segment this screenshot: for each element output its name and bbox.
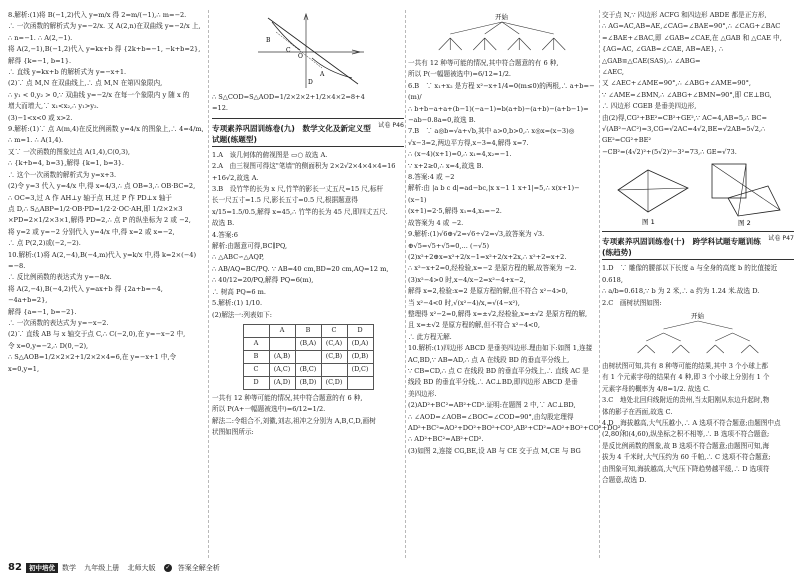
answer-line: −CB²=(4√2)²+(5√2)²−3²=73,∴ GE=√73. xyxy=(602,147,737,156)
table-cell xyxy=(295,350,321,363)
figure-1-label: 图 1 xyxy=(642,218,655,227)
tree-branch xyxy=(715,345,724,353)
answer-line: 增大而增大,∵ x₁<x₂,∴ y₁>y₂. xyxy=(8,102,99,111)
answer-line: (3)如图 2,连接 CG,BE,设 AB 与 CE 交于点 M,CE 与 BG xyxy=(408,446,581,455)
answer-line: ∴ S△AOB=1/2×2×2+1/2×2×4=6,在 y=−x+1 中,令 x=0,y=1, xyxy=(8,353,177,373)
answer-line: ∴ 这个一次函数的解析式为 y=x+3. xyxy=(8,170,117,179)
tree-branch xyxy=(473,38,485,50)
tree-branch xyxy=(664,321,699,329)
answer-line: 美四边形. xyxy=(408,389,437,398)
svg-text:B: B xyxy=(266,37,271,44)
page-footer xyxy=(0,561,800,575)
tree-branch xyxy=(672,345,681,353)
answer-line: 令 x=0,y=−2,∴ D(0,−2), xyxy=(8,341,89,350)
tree-branch xyxy=(485,38,497,50)
section-banner-10 xyxy=(602,231,794,260)
table-cell: (A,C) xyxy=(269,363,295,376)
answer-line: (2)∵ 直线 AB 与 x 轴交于点 C,∴ C(−2,0),在 y=−x−2 中, xyxy=(8,330,186,339)
answer-line: 8.解析:(1)将 B(−1,2)代入 y=m/x 得 2=m/(−1),∴ m=−2. xyxy=(8,11,187,19)
table-header-cell: C xyxy=(321,324,347,337)
answer-line: 所以 P(A+一幅题被选中)=6/12=1/2. xyxy=(212,405,326,414)
tree-branch xyxy=(542,38,554,50)
answer-line: ∴ AB/AQ=BC/PQ. ∵ AB=40 cm,BD=20 cm,AQ=12 m, xyxy=(212,264,389,273)
table-cell xyxy=(269,337,295,350)
answer-line: ∴ {k+b=4, b=3},解得 {k=1, b=3}. xyxy=(8,159,124,168)
tree-branch xyxy=(741,345,750,353)
table-header-cell xyxy=(243,324,269,337)
answer-line: ∴ 一次函数的解析式为 y=−2/x. 又 A(2,n)在双曲线 y=−2/x 上, xyxy=(8,22,201,31)
page-reference: 试卷 P47 xyxy=(768,235,794,243)
answer-line: √x−3=2,两边平方得,x−3=4,解得 x=7. xyxy=(408,138,529,147)
answer-line: 交于点 N,∵ 四边形 ACFG 和四边形 ABDE 都是正方形, xyxy=(602,11,767,19)
answer-line: 由树状图可知,共有 8 种等可能的结果,其中 3 个小球上都 xyxy=(602,361,769,370)
answer-line: 10.解析:(1)四边形 ABCD 是垂美四边形.理由如下:如图 1,连接 xyxy=(408,344,593,353)
tree-start-label: 开始 xyxy=(691,311,704,320)
answer-line: 0.618, xyxy=(602,275,623,284)
answer-line: ×PD=2×1/2×3×1,解得 PD=2,∴ 点 P 的纵坐标为 2 或 −2, xyxy=(8,216,191,225)
answer-line: 将 y=2 或 y=−2 分别代入 y=4/x 中,得 x=2 或 x=−2, xyxy=(8,227,175,236)
table-header-cell: B xyxy=(295,324,321,337)
table-cell: C xyxy=(243,363,269,376)
answer-line: 6.B ∵ x₁+x₂ 是方程 x²−x+1/4=0(m≤0)的两根,∴ a+b=−(m)/ xyxy=(408,81,595,102)
geometry-figures xyxy=(608,160,788,228)
answer-line: 2.C 画树状图如图: xyxy=(602,298,662,307)
tree-branch xyxy=(698,321,733,329)
answer-line: {AG=AC, ∠GAB=∠CAE, AB=AE}, ∴ △GAB≌△CAE(SAS),∴ ∠ABG= xyxy=(602,45,724,65)
tree-branch xyxy=(664,333,681,341)
answer-line: ∴ 点 P(2,2)或(−2,−2). xyxy=(8,239,81,248)
answer-column-4 xyxy=(602,10,794,558)
table-header-cell: A xyxy=(269,324,295,337)
answer-line: ∴ b+b−a+a+(b−1)(−a−1)=b(a+b)−(a+b)−(a+b−1)= xyxy=(408,104,589,113)
answer-line: 是反比例函数的图象,故 B 选项不符合题意;由题图可知,海 xyxy=(602,441,770,450)
answer-line: 10.解析:(1)将 A(2,−4),B(−4,m)代入 y=k/x 中,得 k=2×(−4) xyxy=(8,250,197,259)
answer-line: ∴ 40/12=20/PQ,解得 PQ=6(m), xyxy=(212,276,314,285)
table-cell xyxy=(347,376,373,389)
table-row xyxy=(243,376,373,389)
answer-line: 3.C 地处北回归线附近的贵州,当太阳刚从东边升起时,物 xyxy=(602,396,770,405)
tree-branch xyxy=(450,22,502,34)
answer-line: (2)AD²+BC²=AB²+CD².证明:在题图 2 中,∵ AC⊥BD, xyxy=(408,401,576,410)
brand-logo: 初中培优 xyxy=(26,563,58,573)
answer-line: (3)x²−4>0 时,x−4/x−2=x²−4+x−2, xyxy=(408,275,526,284)
answer-icon: ✓ xyxy=(165,564,171,571)
answer-line: 点 D,∴ S△ABP=1/2·OB·PD=1/2·2·OC·AH,即 1/2×2×3 xyxy=(8,204,183,213)
answer-line: 9.解析:(1)√6⊕√2=√6÷√2=√3,故答案为 √3. xyxy=(408,230,545,239)
answer-line: (2)令 y=3 代入 y=4/x 中,得 x=4/3,∴ 点 OB=3,∴ OB·BC=2, xyxy=(8,182,196,191)
tree-branch xyxy=(439,38,451,50)
tree-branch xyxy=(450,38,462,50)
answer-line: 元素字母的概率为 4/8=1/2. 故选 C. xyxy=(602,384,710,393)
answer-line: ∴ 直线 y=kx+b 的解析式为 y=−x+1. xyxy=(8,68,127,77)
answer-line: (2)∵ 点 M,N 在双曲线上,∴ 点 M,N 在第四象限内, xyxy=(8,79,163,88)
answer-line: (2)x²+2⊕x=x²+2/x−1=x²+2/x+2x,∴ x²+2=x+2. xyxy=(408,252,567,261)
answer-line: 4.答案:6 xyxy=(212,230,238,239)
table-cell: (D,C) xyxy=(347,363,373,376)
answer-line: 4.D 海拔越高,大气压越小,∴ A 选项不符合题意;由题图中点 xyxy=(602,418,781,427)
answer-line: ∵ ∠AME=∠BMN,∴ ∠ABG+∠BMN=90°,即 CE⊥BG, xyxy=(602,90,772,99)
tree-branch xyxy=(502,22,554,34)
table-cell: B xyxy=(243,350,269,363)
answer-line: x/15=1.5/0.5,解得 x=45,∴ 竹竿的长为 45 尺,即四丈五尺. xyxy=(212,207,388,216)
answer-line: ∴ OC=3,过 A 作 AH⊥y 轴于点 H,过 P 作 PD⊥x 轴于 xyxy=(8,193,172,202)
figure-2-label: 图 2 xyxy=(738,219,751,228)
answer-line: ∵ CB=CD,∴ 点 C 在线段 BD 的垂直平分线上,∴ 直线 AC 是 xyxy=(408,366,589,375)
table-cell: (B,A) xyxy=(295,337,321,350)
answer-line: ∴ n=−1. ∴ A(2,−1). xyxy=(8,33,73,42)
answer-line: 长一尺五寸=1.5 尺,影长五寸=0.5 尺,根据题意得 xyxy=(212,196,358,205)
table-cell: (C,D) xyxy=(321,376,347,389)
tree-branch xyxy=(519,38,531,50)
table-cell: (B,C) xyxy=(295,363,321,376)
answer-line: 又∵ 一次函数的图象过点 A(1,4),C(0,3), xyxy=(8,147,130,156)
answer-line: ∴ 树高 PQ=6 m. xyxy=(212,287,266,296)
section-title: 专项素养巩固训练卷(九) 数学文化及新定义型试题(练题型) xyxy=(212,123,371,144)
answer-line: ∴ 此方程无解. xyxy=(408,332,452,341)
outcome-table xyxy=(243,324,374,390)
tree-branch xyxy=(646,345,655,353)
answer-line: 故选 B. xyxy=(212,219,235,228)
tree-start-label: 开始 xyxy=(495,13,508,21)
answer-line: 解法二:令组合不,刘徽,刘志,祖冲之分别为 A,B,C,D,画树 xyxy=(212,416,376,425)
answer-line: (3)−1<x<0 或 x>2. xyxy=(8,113,73,122)
answer-line: 故答案为 4 或 −2. xyxy=(408,218,464,227)
answer-line: ∴ (x−4)(x+1)=0,∴ x₁=4,x₂=−1. xyxy=(408,150,512,159)
answer-line: ⊕√5=√5+√5=0,... (−√5) xyxy=(408,241,490,250)
answer-line: 8.答案:4 或 −2 xyxy=(408,173,455,182)
tree-branch xyxy=(681,345,690,353)
table-cell xyxy=(321,363,347,376)
table-cell: (C,B) xyxy=(321,350,347,363)
answer-line: 由图象可知,海拔越高,大气压下降趋势越平缓,∴ D 选项符 xyxy=(602,464,770,473)
svg-text:D: D xyxy=(308,79,313,86)
answer-line: 整理得 x²−2=0,解得 x=±√2,经检验,x=±√2 是原方程的解, xyxy=(408,309,588,318)
table-cell: (C,A) xyxy=(321,337,347,350)
section-banner-9 xyxy=(212,118,404,147)
answer-line: 又 ∠AEC+∠AME=90°,∴ ∠ABG+∠AME=90°, xyxy=(602,79,752,88)
answer-line: 1.A 该几何体的俯视图是 ▭○ 故选 A. xyxy=(212,150,328,159)
answer-line: AD²+BC²=AO²+DO²+BO²+CO²,AB²+CD²=AO²+BO²+CO²+DO², xyxy=(408,424,623,432)
answer-line: (x+1)=2·5,解得 x₁=4,x₂=−2. xyxy=(408,207,502,216)
answer-line: (2,80)和(4,60),纵坐标之积不相等,∴ B 选项不符合题意; xyxy=(602,430,770,439)
answer-line: +16√2,故选 A. xyxy=(212,173,259,182)
answer-line: 将 A(2,−1),B(−1,2)代入 y=kx+b 得 {2k+b=−1, −k+b=2},解得 {k=−1, b=1}. xyxy=(8,45,201,65)
answer-line: 状图如图所示: xyxy=(212,428,254,437)
answer-line: =12. xyxy=(212,104,229,113)
answer-line: 9.解析:(1)∵ 点 A(m,4)在反比例函数 y=4/x 的图象上,∴ 4=4/m, xyxy=(8,125,204,134)
tree-branch xyxy=(750,345,759,353)
answer-line: 7.B ∵ a◎b=√a+√b,其中 a>0,b>0,∴ x◎x=(x−3)◎ xyxy=(408,127,575,136)
answer-line: =−8. xyxy=(8,261,26,270)
answer-line: ∴ 反比例函数的表达式为 y=−8/x. xyxy=(8,273,112,282)
page-reference: 试卷 P46 xyxy=(378,121,404,129)
svg-text:A: A xyxy=(320,71,325,78)
answer-line: 1.D ∵ 雕像的腰部以下长度 a 与全身的高度 b 的比值接近 xyxy=(602,264,778,273)
table-cell: A xyxy=(243,337,269,350)
tree-branch xyxy=(554,38,566,50)
answer-line: 当 x²−4<0 时,√(x²−4)/x,=√(4−x²), xyxy=(408,298,520,307)
table-cell: D xyxy=(243,376,269,389)
tree-diagram-figure xyxy=(427,12,577,56)
answer-line: 且 x=±√2 是原方程的解,但不符合 x²−4<0, xyxy=(408,321,540,330)
tree-branch xyxy=(707,345,716,353)
answer-line: 一共有 12 种等可能的情况,其中符合题意的有 6 种, xyxy=(408,59,559,67)
answer-line: 由(2)得,CG²+BE²=CB²+GE²,∵ AC=4,AB=5,∴ BC= xyxy=(602,113,767,122)
answer-line: 5.解析:(1) 1/10. xyxy=(212,299,263,308)
section-title: 专项素养巩固训练卷(十) 跨学科试题专题训练(练趋势) xyxy=(602,237,761,258)
answer-line: 解析:由题意可得,BC∥PQ, xyxy=(212,242,288,251)
table-header-cell: D xyxy=(347,324,373,337)
answer-line: −ab−0.8a=0,故选 B. xyxy=(408,116,476,125)
answer-line: 解析:由 |a b c d|=ad−bc,|x x−1 1 x+1|=5,∴ x(x+1)−(x−1) xyxy=(408,184,580,204)
answer-line: ∴ y₁ < 0,y₂ > 0,∵ 双曲线 y=−2/x 在每一个象限内 y 随 x 的 xyxy=(8,90,190,99)
answer-line: 解得 x=2,检验:x=2 是原方程的解,但不符合 x²−4>0, xyxy=(408,287,568,296)
answer-line: (2)解法一:列表如下: xyxy=(212,310,272,319)
answer-line: ∴ S△COD=S△AOD=1/2×2×2+1/2×4×2=8+4 xyxy=(212,93,365,101)
table-row xyxy=(243,337,373,350)
table-row xyxy=(243,363,373,376)
answer-line: ∴ m=1. ∴ A(1,4). xyxy=(8,136,64,145)
column-divider xyxy=(208,10,209,558)
table-cell: (A,B) xyxy=(269,350,295,363)
coordinate-graph-figure xyxy=(248,12,368,90)
answer-column-1 xyxy=(8,10,204,558)
answer-line: 体的影子在西面,故选 C. xyxy=(602,407,673,416)
answer-line: ∠AEC, xyxy=(602,68,625,77)
table-row xyxy=(243,350,373,363)
footer-info xyxy=(62,561,226,575)
table-cell: (D,A) xyxy=(347,337,373,350)
tree-branch xyxy=(646,333,663,341)
answer-line: ∵ x+2≥0,∴ x=4,故选 B. xyxy=(408,161,484,170)
answer-line: √(AB²−AC²)=3,CG=√2AC=4√2,BE=√2AB=5√2,∴ GE²=CG²+BE² xyxy=(602,125,766,145)
footer-grade: 九年级上册 xyxy=(84,564,120,572)
answer-line: 解得 {a=−1, b=−2}. xyxy=(8,307,77,316)
table-cell: (A,D) xyxy=(269,376,295,389)
answer-line: 线段 BD 的垂直平分线,∴ AC⊥BD,即四边形 ABCD 是垂 xyxy=(408,378,578,387)
answer-line: 合题意,故选 D. xyxy=(602,475,647,484)
answer-line: ∴ △ABC∽△AQP, xyxy=(212,253,265,262)
footer-subject: 数学 xyxy=(62,564,76,572)
tree-branch xyxy=(508,38,520,50)
svg-text:O: O xyxy=(298,53,303,60)
tree-branch xyxy=(638,345,647,353)
answer-line: ∴ 一次函数的表达式为 y=−x−2. xyxy=(8,318,109,327)
table-cell: (D,B) xyxy=(347,350,373,363)
column-divider xyxy=(405,10,406,558)
tree-branch xyxy=(715,333,732,341)
probability-tree-figure xyxy=(623,311,773,359)
answer-line: ∴ a/b=0.618,∵ b 为 2 米,∴ a 约为 1.24 米.故选 D. xyxy=(602,287,760,296)
page-number: 82 xyxy=(8,562,22,573)
footer-edition: 北师大版 xyxy=(127,564,156,572)
answer-line: ∴ x²−x+2=0,经检验,x=−2 是原方程的解,故答案为 −2. xyxy=(408,264,577,273)
answer-line: 拔为 4 千米时,大气压约为 60 千帕,∴ C 选项不符合题意; xyxy=(602,453,771,462)
answer-line: 一共有 12 种等可能的情况,其中符合题意的有 6 种, xyxy=(212,393,363,402)
answer-line: 3.B 设竹竿的长为 x 尺,竹竿的影长一丈五尺=15 尺,标杆 xyxy=(212,185,384,194)
answer-line: 将 A(2,−4),B(−4,2)代入 y=ax+b 得 {2a+b=−4, −4a+b=2}, xyxy=(8,284,163,305)
answer-line: =∠BAE+∠BAC,即 ∠GAB=∠CAE,在 △GAB 和 △CAE 中, xyxy=(602,33,782,42)
answer-column-2 xyxy=(212,10,404,558)
answer-line: ∴ 四边形 CGEB 是垂美四边形, xyxy=(602,102,697,111)
answer-line: 2.A 由三视图可得这"笔墙"的侧面积为 2×2√2×4×4×4=16 xyxy=(212,162,396,171)
answer-line: 有 1 个元素字母的结果有 4 种,即 3 个小球上分别有 1 个 xyxy=(602,373,770,382)
footer-answer-label: 答案全解全析 xyxy=(177,564,220,572)
tree-branch xyxy=(733,333,750,341)
svg-text:C: C xyxy=(286,47,291,54)
column-divider xyxy=(599,10,600,558)
answer-line: ∴ ∠AOD=∠AOB=∠BOC=∠COD=90°,由勾股定理得 xyxy=(408,412,574,421)
table-cell: (B,D) xyxy=(295,376,321,389)
answer-line: AC,BD,∵ AB=AD,∴ 点 A 在线段 BD 的垂直平分线上, xyxy=(408,355,570,364)
answer-line: ∴ AG=AC,AB=AE,∠CAG=∠BAE=90°,∴ ∠CAG+∠BAC xyxy=(602,22,781,31)
answer-line: ∴ AD²+BC²=AB²+CD². xyxy=(408,435,484,444)
answer-line: 所以 P(一幅题被选中)=6/12=1/2. xyxy=(408,70,511,79)
